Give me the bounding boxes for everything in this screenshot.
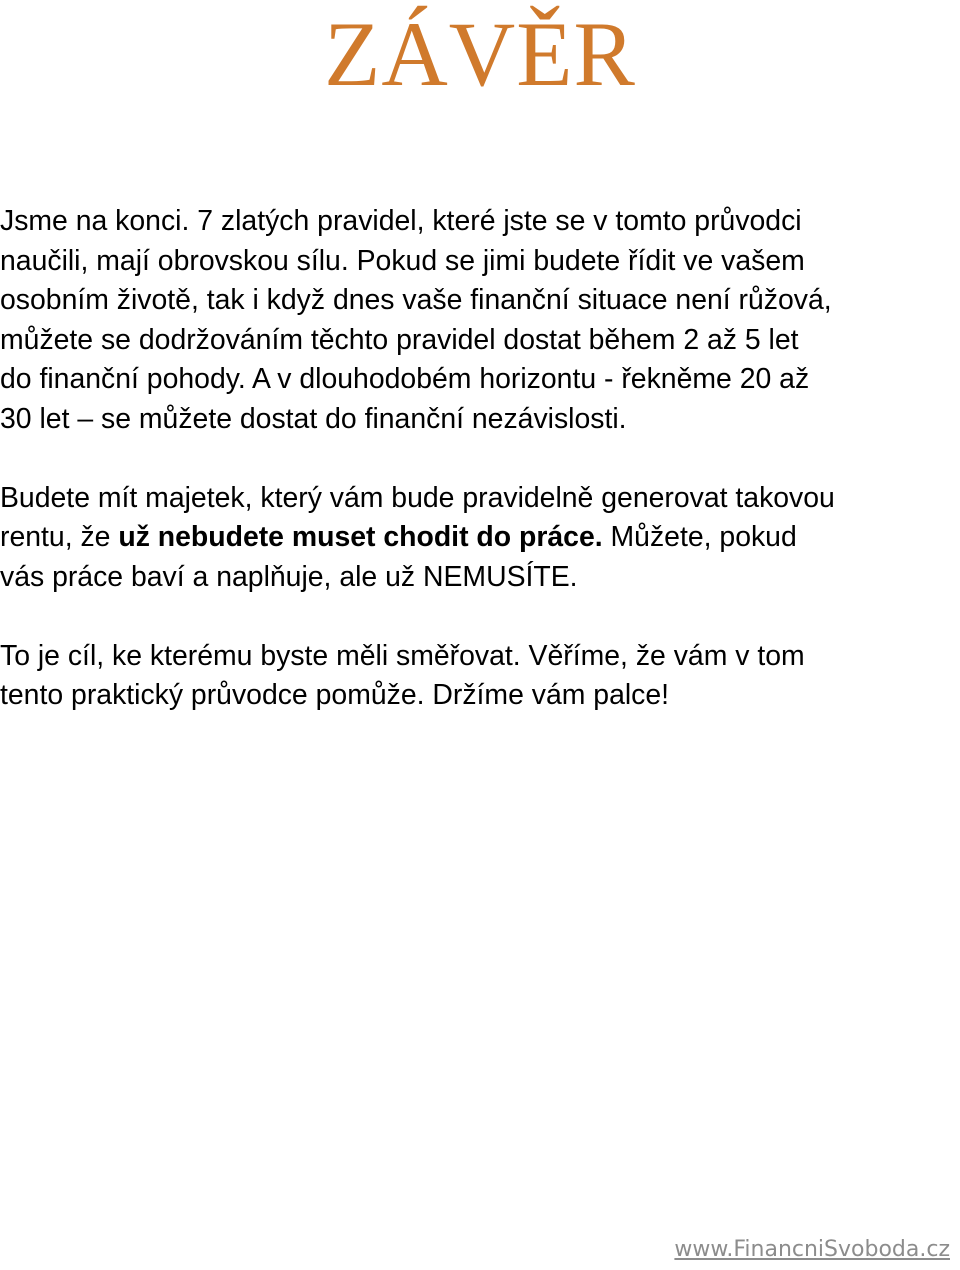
paragraph-goal [0, 637, 960, 716]
text-line: To je cíl, ke kterému byste měli směřovat. Věříme, že vám v tom [0, 639, 805, 672]
website-link[interactable]: www.FinancniSvoboda.cz [674, 1237, 950, 1262]
text-line: vás práce baví a naplňuje, ale už NEMUSÍTE. [0, 560, 578, 593]
text-fragment: rentu, že [0, 521, 119, 553]
text-line: osobním životě, tak i když dnes vaše finanční situace není růžová, [0, 284, 832, 316]
text-line: Budete mít majetek, který vám bude pravidelně generovat takovou [0, 481, 835, 514]
paragraph-intro [0, 202, 960, 439]
bold-emphasis: už nebudete muset chodit do práce. [118, 521, 603, 553]
text-fragment: Můžete, pokud [602, 521, 797, 553]
text-line: Jsme na konci. 7 zlatých pravidel, které jste se v tomto průvodci [0, 205, 802, 237]
text-line [0, 518, 960, 558]
text-line: naučili, mají obrovskou sílu. Pokud se jimi budete řídit ve vašem [0, 244, 805, 277]
text-line: můžete se dodržováním těchto pravidel dostat během 2 až 5 let [0, 323, 799, 356]
paragraph-property [0, 479, 960, 598]
text-line: tento praktický průvodce pomůže. Držíme vám palce! [0, 679, 670, 711]
main-text [0, 202, 960, 716]
text-line: 30 let – se můžete dostat do finanční nezávislosti. [0, 402, 627, 435]
text-line: do finanční pohody. A v dlouhodobém horizontu - řekněme 20 až [0, 363, 810, 395]
page-title: ZÁVĚR [324, 3, 636, 105]
